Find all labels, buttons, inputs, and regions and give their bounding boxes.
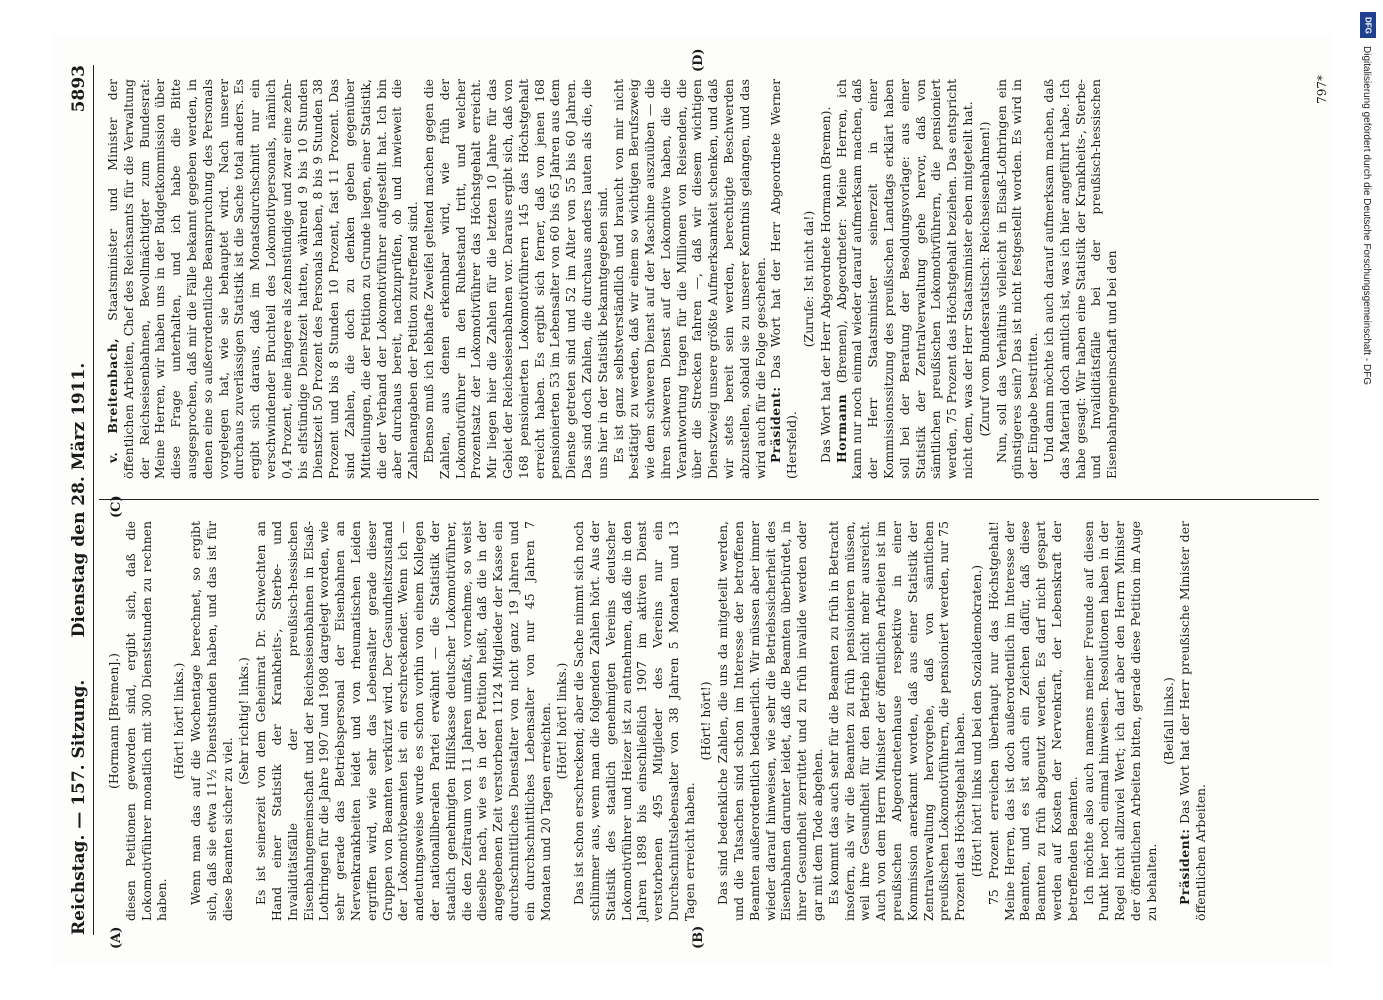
speech-text: Staatsminister und Minister der öffentlichen Arbeiten, Chef des Reichsamts für die Verwaltung der Reichseisenbahnen, Bevollmächtigter zum Bundesrat: Meine Herren, wir haben uns in der Budgetkommission über diese Frage unterhalten, und ich habe die Bitte ausgesprochen, daß mir die Fälle bekannt gegeben werden, in denen eine so außerordentliche Beanspruchung des Personals vorgelegen hat, wie sie behauptet wird. Nach unserer durchaus zuverlässigen Statistik ist die Sache total anders. Es ergibt sich daraus, daß im Monatsdurchschnitt nur ein verschwindender Bruchteil des Lokomotivpersonals, nämlich 0,4 Prozent, eine längere als zehnstündige und zwar eine zehn- bis elfstündige Dienstzeit hatten, während 9 bis 10 Stunden Dienstzeit 50 Prozent des Personals haben, 8 bis 9 Stunden 38 Prozent und bis 8 Stunden 10 Prozent, fast 11 Prozent. Das sind Zahlen, die doch zu denken geben gegenüber Mitteilungen, die der Petition zu Grunde liegen, einer Statistik, die der Verband der Lokomotivführer aufgestellt hat. Ich bin aber durchaus bereit, nachzuprüfen, ob und inwieweit die Zahlenangaben der Petition zutreffend sind.	[105, 79, 421, 479]
paragraph: Und dann möchte ich auch darauf aufmerksam machen, daß das Material doch amtlich ist, was ich hier angeführt habe. Ich habe gesagt: Wir haben eine Statistik der Krankheits-, Sterbe- und Invaliditätsfälle bei der preußisch-hessischen Eisenbahngemeinschaft und bei den	[1041, 79, 1120, 479]
margin-marker-a: (A)	[109, 926, 124, 949]
interjection: (Beifall links.)	[1160, 677, 1176, 765]
dfg-logo-icon: DFG	[1360, 12, 1376, 38]
dfg-sideband	[1357, 6, 1379, 996]
interjection: (Zurufe: Ist nicht da!)	[801, 210, 817, 348]
paragraph: Das ist schon erschreckend; aber die Sache nimmt sich noch schlimmer aus, wenn man die folgenden Zahlen hört. Aus der Statistik des staatlich genehmigten Vereins deutscher Lokomotivführer und Heizer ist zu entnehmen, daß die in den Jahren 1898 bis einschließlich 1907 im aktiven Dienst verstorbenen 495 Mitglieder des Vereins nur ein Durchschnittslebensalter von 38 Jahren 5 Monaten und 13 Tagen erreicht haben.	[571, 521, 697, 921]
column-divider	[99, 499, 1319, 500]
margin-marker-c: (C)	[109, 495, 124, 518]
paragraph	[834, 79, 976, 479]
paragraph: Es ist seinerzeit von dem Geheimrat Dr. Schwechten an Hand einer Statistik der Krankheits-, Sterbe- und Invaliditätsfälle der preußisch-hessischen Eisenbahngemeinschaft und der Reichseisenbahnen in Elsaß-Lothringen für die Jahre 1907 und 1908 dargelegt worden, wie sehr gerade das Betriebspersonal der Eisenbahnen an Nervenkrankheiten leidet und von rheumatischen Leiden ergriffen wird, wie sehr das Lebensalter gerade dieser Gruppen von Beamten verkürzt wird. Der Gesundheitszustand der Lokomotivbeamten ist ein erschreckender. Wenn ich — andeutungsweise wurde es schon vorhin von einem Kollegen der nationalliberalen Partei erwähnt — die Statistik der staatlich genehmigten Hilfskasse deutscher Lokomotivführer, die den Zeitraum von 11 Jahren umfaßt, vornehme, so weist dieselbe nach, wie es in der Petition heißt, daß die in der angegebenen Zeit verstorbenen 1124 Mitglieder der Kasse ein durchschnittliches Dienstalter von nicht ganz 19 Jahren und ein durchschnittliches Lebensalter von nur 45 Jahren 7 Monaten und 20 Tagen erreichten.	[253, 521, 553, 921]
interjection: (Hört! hört! links.)	[554, 662, 570, 780]
page-header	[63, 65, 94, 935]
margin-marker-d: (D)	[691, 48, 706, 72]
paragraph: Das sind bedenkliche Zahlen, die uns da mitgeteilt werden, und die Tatsachen sind schon im Interesse der betroffenen Beamten außerordentlich bedauerlich. Wir müssen aber immer wieder darauf hinweisen, wie sehr die Betriebssicherheit des Eisenbahnen darunter leidet, daß die Beamten überbürdet, in ihrer Gesundheit zerrüttet und zu früh invalide werden oder gar mit dem Tode abgehen.	[715, 521, 826, 921]
speech-text: (Bremen), Abgeordneter: Meine Herren, ich kann nur noch einmal wieder darauf aufmerksam machen, daß der Herr Staatsminister seinerzeit in einer Kommissionssitzung des preußischen Landtags erklärt haben soll bei der Beratung der Besoldungsvorlage: aus einer Statistik der Zentralverwaltung gehe hervor, daß von sämtlichen preußischen Lokomotivführern, die pensioniert werden, 75 Prozent das Höchstgehalt beziehen. Das entspricht nicht dem, was der Herr Staatsminister eben mitgeteilt hat.	[833, 79, 976, 479]
speech-text: Das Wort hat der Herr preußische Minister der öffentlichen Arbeiten.	[1177, 521, 1209, 921]
interjection: (Hört! hört! links.)	[171, 662, 187, 780]
speaker-name: Präsident:	[1177, 828, 1193, 905]
paragraph	[105, 79, 421, 479]
paragraph: diesen Petitionen geworden sind, ergibt sich, daß die Lokomotivführer monatlich mit 300 Dienststunden zu rechnen haben.	[122, 521, 170, 921]
interjection: (Zuruf vom Bundesratstisch: Reichseisenbahnen!)	[976, 121, 992, 437]
speaker-name: v. Breitenbach,	[105, 337, 120, 463]
document-page	[51, 35, 1331, 965]
signature-mark: 797*	[1315, 75, 1329, 104]
speaker-name: Präsident:	[768, 386, 784, 463]
right-column	[105, 79, 1319, 479]
page-number: 5893	[69, 65, 89, 113]
margin-marker-b: (B)	[691, 925, 706, 949]
paragraph: Ich möchte also auch namens meiner Freunde auf diesen Punkt hier noch einmal hinweisen. Resolutionen haben in der Regel nicht allzuviel Wert; ich darf aber den Herrn Minister der öffentlichen Arbeiten bitten, gerade diese Petition im Auge zu behalten.	[1080, 521, 1159, 921]
paragraph	[768, 79, 800, 479]
header-left: Reichstag. — 157. Sitzung.	[69, 679, 89, 935]
paragraph: 75 Prozent erreichen überhaupt nur das Höchstgehalt! Meine Herren, das ist doch außerordentlich im Interesse der Beamten, und es ist auch ein Zeichen dafür, daß diese Beamten zu früh abgenutzt werden. Es darf nicht gespart werden auf Kosten der Nervenkraft, der Lebenskraft der betreffenden Beamten.	[985, 521, 1080, 921]
paragraph: Ebenso muß ich lebhafte Zweifel geltend machen gegen die Zahlen, aus denen erkennbar wird, wie früh der Lokomotivführer in den Ruhestand tritt, und welcher Prozentsatz der Lokomotivführer das Höchstgehalt erreicht. Mir liegen hier die Zahlen für die letzten 10 Jahre für das Gebiet der Reichseisenbahnen vor. Daraus ergibt sich, daß von 168 pensionierten Lokomotivführern 145 das Höchstgehalt erreicht haben. Es ergibt sich ferner, daß von jenen 168 pensionierten 53 im Lebensalter von 60 bis 65 Jahren aus dem Dienste getreten sind und 52 im Alter von 55 bis 60 Jahren. Das sind doch Zahlen, die durchaus anders lauten als die, die uns hier in der Statistik bekanntgegeben sind.	[420, 79, 610, 479]
interjection: (Hört! hört! links und bei den Sozialdemokraten.)	[969, 564, 985, 878]
digitization-credit: Digitalisierung gefördert durch die Deutsche Forschungsgemeinschaft - DFG	[1361, 46, 1372, 386]
paragraph: Wenn man das auf die Wochentage berechnet, so ergibt sich, daß sie etwa 11½ Dienststunden haben, und das ist für diese Beamten sicher zu viel.	[187, 521, 235, 921]
paragraph: Das Wort hat der Herr Abgeordnete Hormann (Bremen).	[817, 106, 833, 463]
paragraph: Es ist ganz selbstverständlich und braucht von mir nicht bestätigt zu werden, daß wir einem so wichtigen Berufszweig wie dem schweren Dienst auf der Maschine auszuüben — die ihren schweren Dienst auf der Lokomotive haben, die die Verantwortung tragen für die Millionen von Reisenden, die über die Strecken fahren —, daß wir diesem wichtigen Dienstzweig unsere größte Aufmerksamkeit schenken, und daß wir stets bereit sein werden, berechtigte Beschwerden abzustellen, sobald sie zu unserer Kenntnis gelangen, und das wird auch für die Folge geschehen.	[610, 79, 768, 479]
paragraph: Es kommt das auch sehr für die Beamten zu früh in Betracht insofern, als wir die Beamten zu früh pensionieren müssen, weil ihre Gesundheit für den Betrieb nicht mehr ausreicht. Auch von dem Herrn Minister der öffentlichen Arbeiten ist im preußischen Abgeordnetenhause respektive in einer Kommission anerkannt worden, daß aus einer Statistik der Zentralverwaltung hervorgehe, daß von sämtlichen preußischen Lokomotivführern, die pensioniert werden, nur 75 Prozent das Höchstgehalt haben.	[825, 521, 968, 921]
speaker-continuation: (Hormann [Bremen].)	[106, 653, 121, 789]
paragraph: Nun, soll das Verhältnis vielleicht in Elsaß-Lothringen ein günstigeres sein? Das ist nicht festgestellt worden. Es wird in der Eingabe bestritten.	[993, 79, 1041, 479]
header-date: Dienstag den 28. März 1911.	[69, 362, 89, 638]
speech-text: Das Wort hat der Herr Abgeordnete Werner (Hersfeld).	[768, 79, 800, 479]
interjection: (Sehr richtig! links.)	[236, 657, 252, 785]
speaker-name: Hormann	[833, 393, 849, 463]
left-column	[105, 521, 1319, 921]
paragraph	[1177, 521, 1209, 921]
interjection: (Hört! hört!)	[698, 681, 714, 761]
